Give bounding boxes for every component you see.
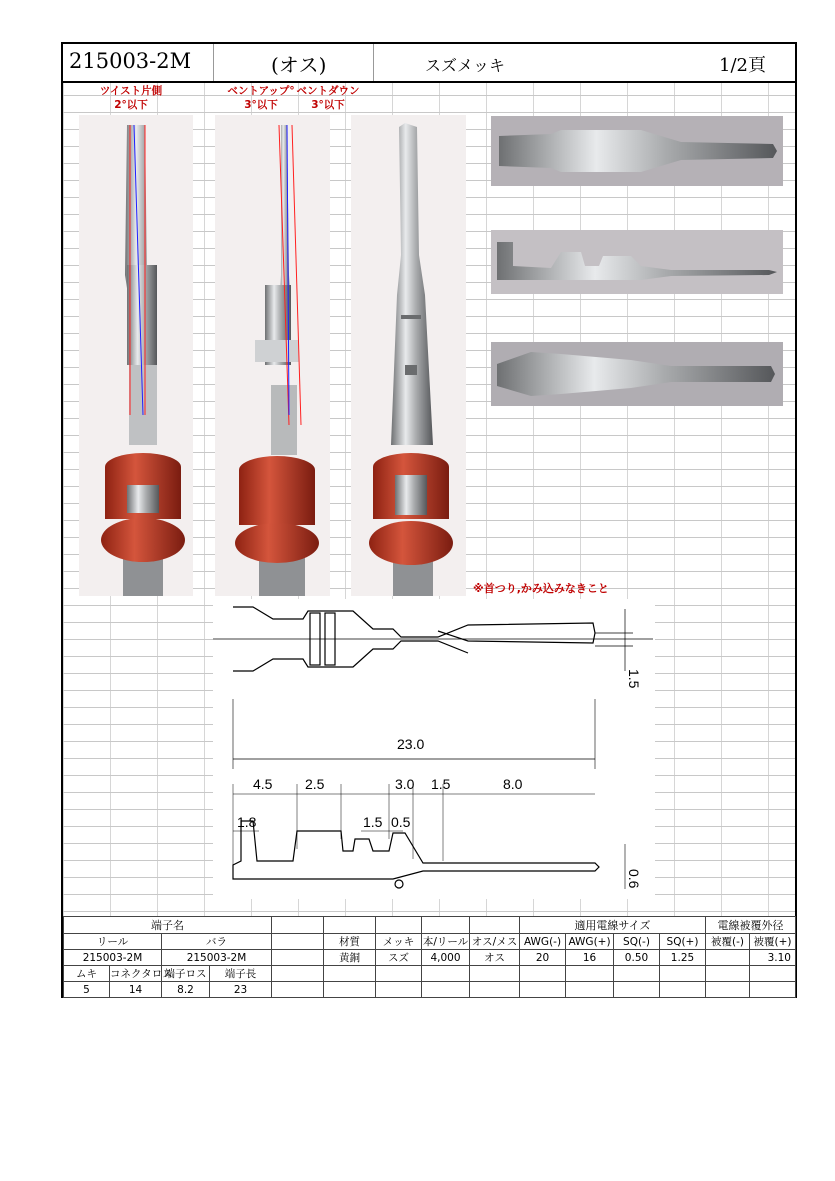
bend-up-label: ベントアップ° xyxy=(227,85,295,97)
reel-header: リール xyxy=(64,934,162,950)
gender-header: オス/メス xyxy=(470,934,520,950)
bend-down-label: ベントダウン xyxy=(296,85,360,97)
dim-4-5: 4.5 xyxy=(253,776,273,792)
awg-max-header: AWG(+) xyxy=(566,934,614,950)
qty-value: 4,000 xyxy=(422,950,470,966)
strip-value: 5 xyxy=(64,982,110,998)
reel-value: 215003-2M xyxy=(64,950,162,966)
sq-min-header: SQ(-) xyxy=(614,934,660,950)
dim-8-0: 8.0 xyxy=(503,776,523,792)
awg-min-value: 20 xyxy=(520,950,566,966)
header-row xyxy=(63,44,795,83)
dim-2-5: 2.5 xyxy=(305,776,325,792)
header-divider xyxy=(373,44,374,81)
conn-loss-header: コネクタロス xyxy=(110,966,162,982)
bend-down-value: 3°以下 xyxy=(311,99,345,111)
term-loss-value: 8.2 xyxy=(162,982,210,998)
spec-table xyxy=(63,916,795,998)
photo-horizontal-top xyxy=(491,116,783,186)
wire-size-header: 適用電線サイズ xyxy=(520,917,706,934)
term-len-header: 端子長 xyxy=(210,966,272,982)
bara-value: 215003-2M xyxy=(162,950,272,966)
dim-0-5: 0.5 xyxy=(391,814,411,830)
bend-up-value: 3°以下 xyxy=(244,99,278,111)
gender-value: オス xyxy=(470,950,520,966)
term-loss-header: 端子ロス xyxy=(162,966,210,982)
dim-height-top: 1.5 xyxy=(626,669,642,689)
photo-bottom-view xyxy=(351,115,466,596)
bend-up-annotation xyxy=(221,84,301,112)
sq-max-value: 1.25 xyxy=(660,950,706,966)
gender-label: (オス) xyxy=(271,53,327,77)
photo-side-view xyxy=(215,115,330,596)
dim-1-5a: 1.5 xyxy=(431,776,451,792)
plating-label: スズメッキ xyxy=(425,56,506,75)
insul-max-value: 3.10 xyxy=(750,950,796,966)
dim-3-0: 3.0 xyxy=(395,776,415,792)
page-number: 1/2頁 xyxy=(719,55,766,76)
bend-down-annotation xyxy=(295,84,361,112)
sq-min-value: 0.50 xyxy=(614,950,660,966)
header-divider xyxy=(213,44,214,81)
term-len-value: 23 xyxy=(210,982,272,998)
strip-header: ムキ xyxy=(64,966,110,982)
spec-sheet xyxy=(61,42,797,998)
dim-height-side: 0.6 xyxy=(626,869,642,889)
insul-min-value xyxy=(706,950,750,966)
photo-horizontal-side xyxy=(491,230,783,294)
material-header: 材質 xyxy=(324,934,376,950)
plating-value: スズ xyxy=(376,950,422,966)
bara-header: バラ xyxy=(162,934,272,950)
insulation-header: 電線被覆外径 xyxy=(706,917,796,934)
conn-loss-value: 14 xyxy=(110,982,162,998)
insul-max-header: 被覆(+) xyxy=(750,934,796,950)
awg-min-header: AWG(-) xyxy=(520,934,566,950)
dim-1-8: 1.8 xyxy=(237,814,257,830)
terminal-name-header: 端子名 xyxy=(64,917,272,934)
insul-min-header: 被覆(-) xyxy=(706,934,750,950)
material-value: 黄銅 xyxy=(324,950,376,966)
dimension-drawing xyxy=(213,599,655,899)
twist-label: ツイスト片側 xyxy=(99,85,163,97)
dim-1-5b: 1.5 xyxy=(363,814,383,830)
awg-max-value: 16 xyxy=(566,950,614,966)
twist-annotation xyxy=(95,84,167,112)
dim-overall: 23.0 xyxy=(397,736,425,752)
plating-header: メッキ xyxy=(376,934,422,950)
qty-header: 本/リール xyxy=(422,934,470,950)
twist-value: 2°以下 xyxy=(114,99,148,111)
part-number: 215003-2M xyxy=(69,49,192,73)
sq-max-header: SQ(+) xyxy=(660,934,706,950)
photo-horizontal-bottom xyxy=(491,342,783,406)
photo-top-view xyxy=(79,115,193,596)
crimp-note: ※首つり,かみ込みなきこと xyxy=(473,582,609,595)
